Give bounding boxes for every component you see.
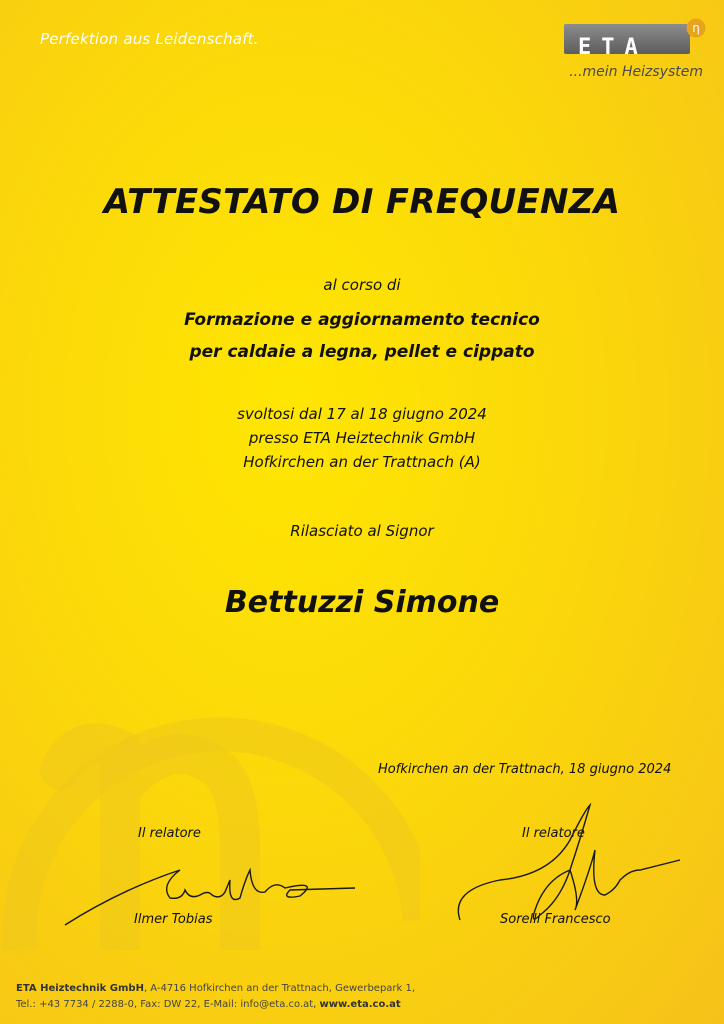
footer-contacts-line xyxy=(16,997,415,1013)
course-location: Hofkirchen an der Trattnach (A) xyxy=(243,453,481,471)
footer-address-line xyxy=(16,981,415,997)
certificate-title: ATTESTATO DI FREQUENZA xyxy=(103,182,621,222)
right-signer-name: Sorelli Francesco xyxy=(500,912,611,927)
recipient-name: Bettuzzi Simone xyxy=(224,585,500,620)
footer-website: www.eta.co.at xyxy=(319,999,401,1010)
footer xyxy=(16,981,415,1013)
logo-box xyxy=(564,24,690,60)
place-date: Hofkirchen an der Trattnach, 18 giugno 2024 xyxy=(378,762,672,777)
course-details xyxy=(0,402,724,474)
footer-address: , A-4716 Hofkirchen an der Trattnach, Gewerbepark 1, xyxy=(143,983,416,994)
footer-contacts: Tel.: +43 7734 / 2288-0, Fax: DW 22, E-Mail: info@eta.co.at, xyxy=(16,999,320,1010)
logo-text: ETA xyxy=(578,35,648,60)
course-venue: presso ETA Heiztechnik GmbH xyxy=(248,429,476,447)
eta-logo xyxy=(560,16,710,86)
tagline: ...mein Heizsystem xyxy=(569,64,703,80)
logo-symbol: η xyxy=(692,21,700,35)
course-dates: svoltosi dal 17 al 18 giugno 2024 xyxy=(237,405,487,423)
footer-company: ETA Heiztechnik GmbH xyxy=(16,983,144,994)
left-signer-role: Il relatore xyxy=(138,826,201,841)
right-signer-role: Il relatore xyxy=(522,826,585,841)
course-line-1: Formazione e aggiornamento tecnico xyxy=(184,310,540,330)
course-line-2: per caldaie a legna, pellet e cippato xyxy=(189,342,535,362)
issued-to-label: Rilasciato al Signor xyxy=(290,522,434,540)
left-signer-name: Ilmer Tobias xyxy=(134,912,213,927)
course-name xyxy=(0,304,724,368)
left-signature xyxy=(60,850,370,940)
slogan: Perfektion aus Leidenschaft. xyxy=(40,30,259,48)
course-intro: al corso di xyxy=(323,276,401,294)
eta-symbol-icon xyxy=(686,18,706,38)
